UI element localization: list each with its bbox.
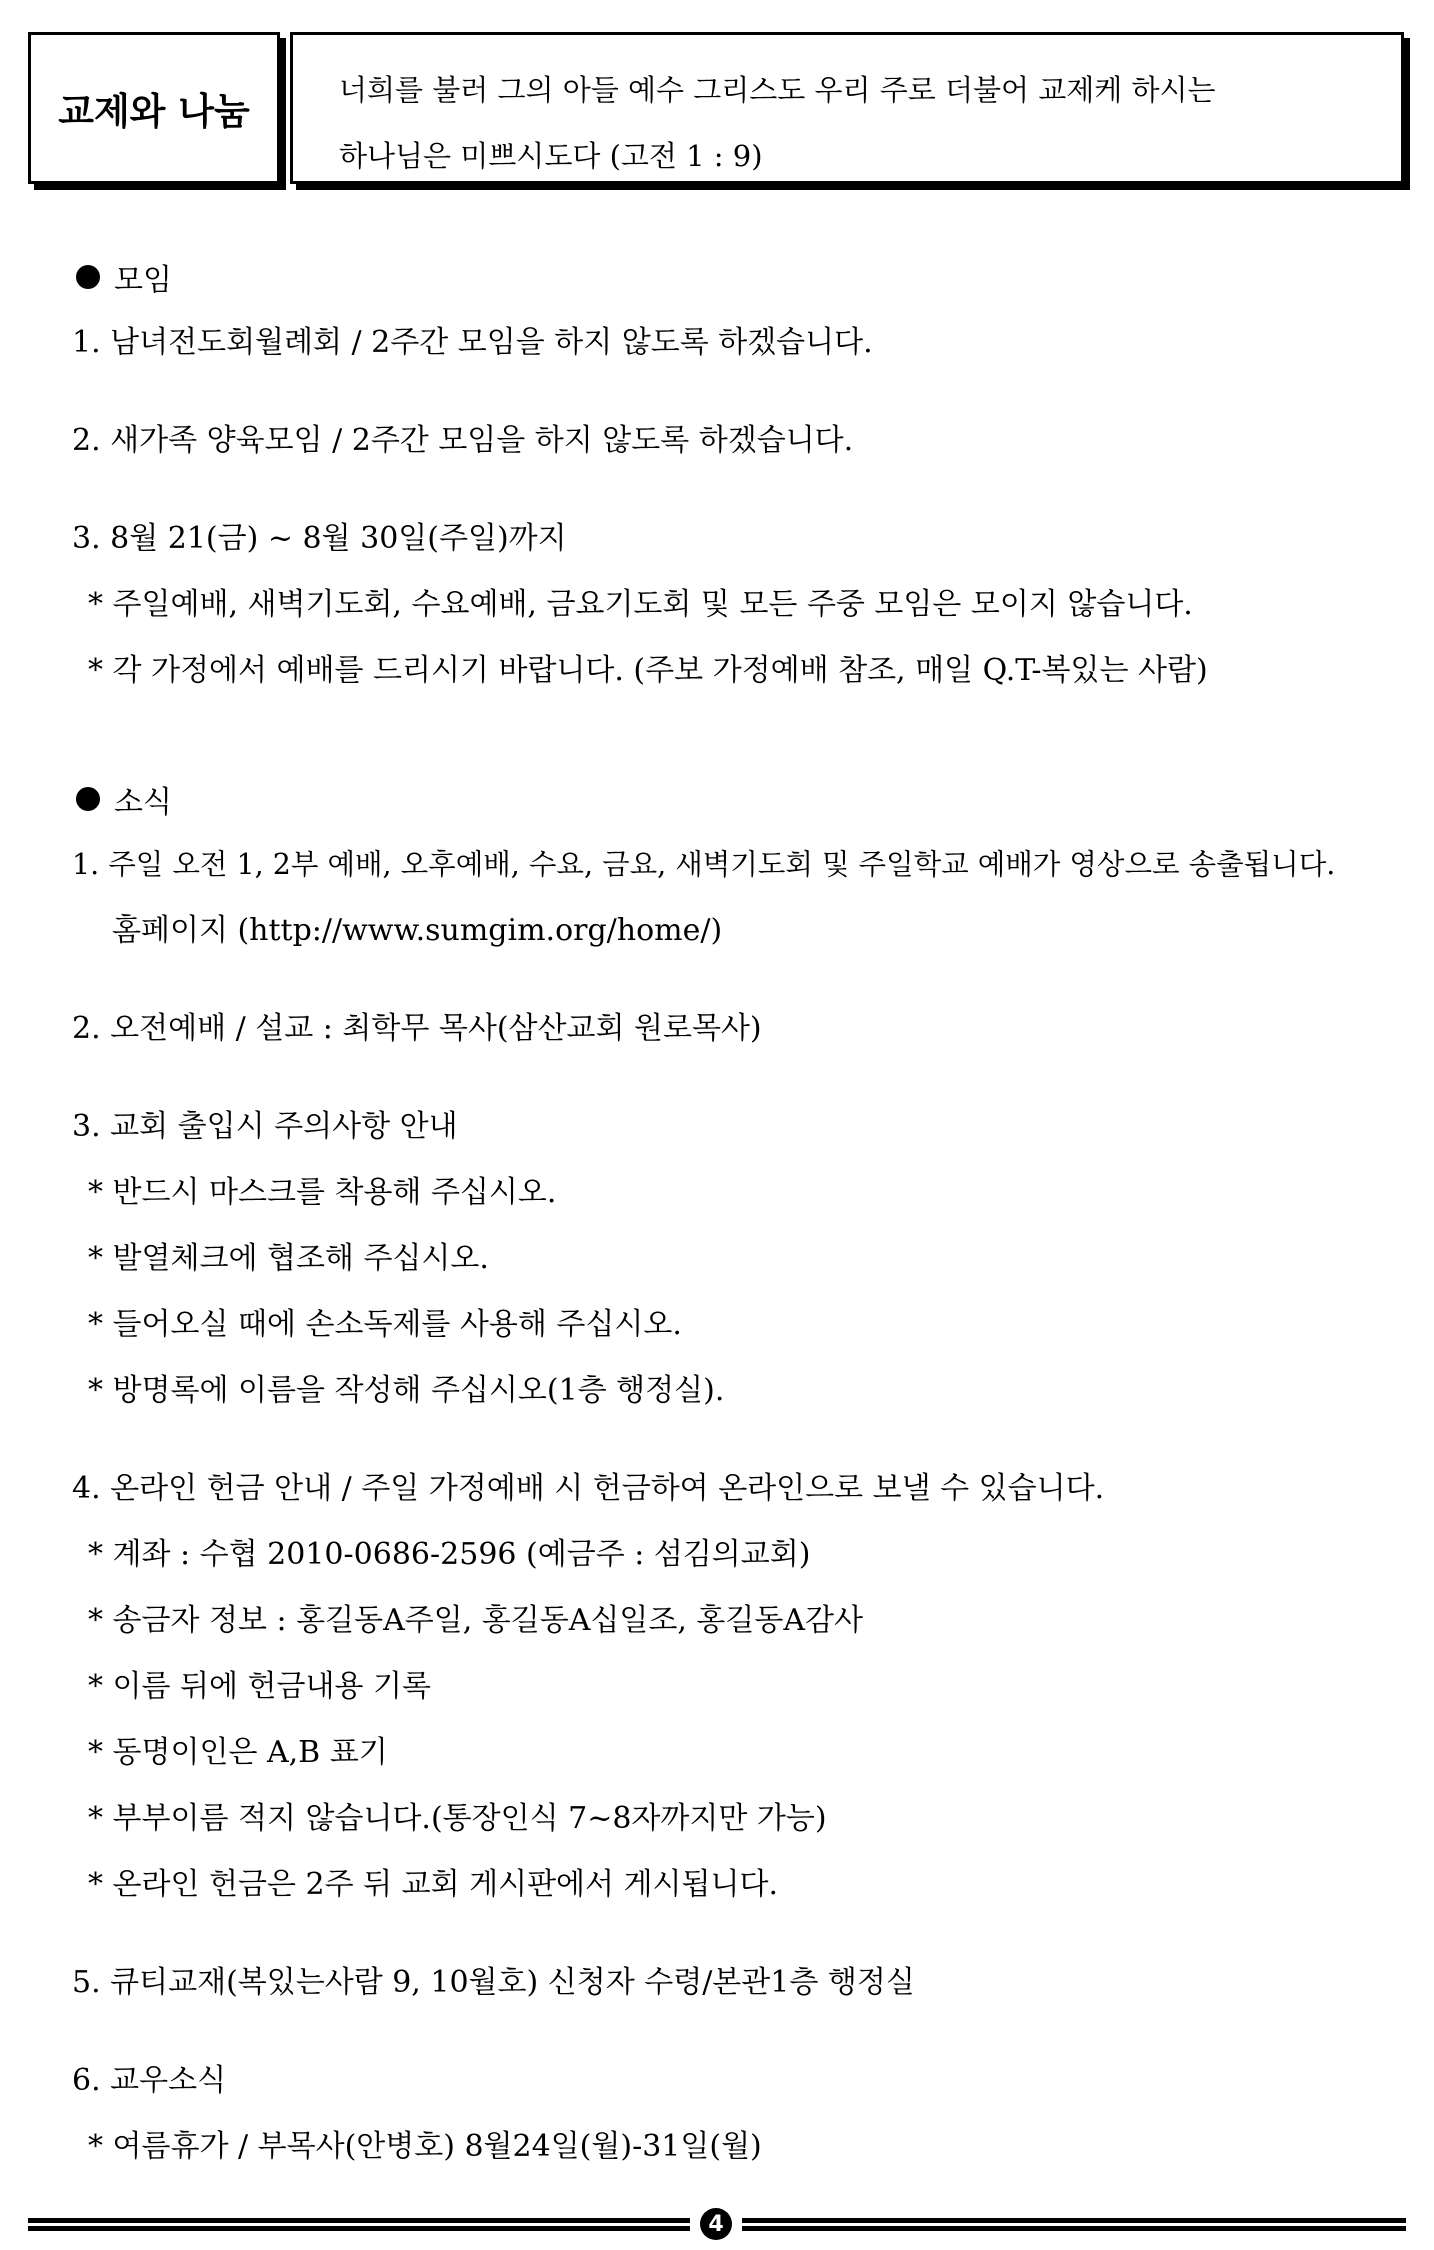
bullet-icon	[76, 787, 100, 811]
announcements-body	[72, 244, 1402, 2180]
section-title: 교제와 나눔	[58, 90, 250, 133]
list-item: 6. 교우소식	[72, 2063, 227, 2098]
list-note: * 송금자 정보 : 홍길동A주일, 홍길동A십일조, 홍길동A감사	[88, 1603, 863, 1638]
list-item: 3. 8월 21(금) ~ 8월 30일(주일)까지	[72, 521, 567, 556]
list-note: * 이름 뒤에 헌금내용 기록	[88, 1669, 431, 1704]
page-number: 4	[700, 2208, 732, 2240]
bullet-icon	[76, 265, 100, 289]
verse-line: 하나님은 미쁘시도다 (고전 1 : 9)	[339, 139, 763, 173]
list-note: * 들어오실 때에 손소독제를 사용해 주십시오.	[88, 1307, 682, 1342]
news-heading	[72, 766, 1402, 832]
list-item: 1. 주일 오전 1, 2부 예배, 오후예배, 수요, 금요, 새벽기도회 및 주일학교 예배가 영상으로 송출됩니다.	[72, 848, 1336, 881]
list-item: 2. 새가족 양육모임 / 2주간 모임을 하지 않도록 하겠습니다.	[72, 423, 854, 458]
news-title: 소식	[114, 785, 172, 820]
list-item: 2. 오전예배 / 설교 : 최학무 목사(삼산교회 원로목사)	[72, 1011, 762, 1046]
bible-verse-box	[290, 32, 1404, 184]
list-note: * 여름휴가 / 부목사(안병호) 8월24일(월)-31일(월)	[88, 2129, 762, 2164]
bible-verse	[339, 57, 1381, 189]
verse-line: 너희를 불러 그의 아들 예수 그리스도 우리 주로 더불어 교제케 하시는	[339, 73, 1216, 107]
list-item: 3. 교회 출입시 주의사항 안내	[72, 1109, 458, 1144]
list-item: 5. 큐티교재(복있는사람 9, 10월호) 신청자 수령/본관1층 행정실	[72, 1965, 915, 2000]
section-label-box	[28, 32, 280, 184]
homepage-link[interactable]: 홈페이지 (http://www.sumgim.org/home/)	[112, 913, 723, 948]
footer-divider-left	[28, 2218, 690, 2231]
list-note: * 발열체크에 협조해 주십시오.	[88, 1241, 489, 1276]
list-note: * 반드시 마스크를 착용해 주십시오.	[88, 1175, 557, 1210]
footer-divider-right	[742, 2218, 1406, 2231]
list-note: * 부부이름 적지 않습니다.(통장인식 7~8자까지만 가능)	[88, 1801, 827, 1836]
gathering-heading	[72, 244, 1402, 310]
gathering-title: 모임	[114, 263, 172, 298]
list-note: * 동명이인은 A,B 표기	[88, 1735, 388, 1770]
list-note: * 주일예배, 새벽기도회, 수요예배, 금요기도회 및 모든 주중 모임은 모이지 않습니다.	[88, 587, 1193, 622]
list-note: * 계좌 : 수협 2010-0686-2596 (예금주 : 섬김의교회)	[88, 1537, 811, 1572]
list-item: 4. 온라인 헌금 안내 / 주일 가정예배 시 헌금하여 온라인으로 보낼 수 있습니다.	[72, 1471, 1105, 1506]
list-note: * 방명록에 이름을 작성해 주십시오(1층 행정실).	[88, 1373, 725, 1408]
list-item: 1. 남녀전도회월례회 / 2주간 모임을 하지 않도록 하겠습니다.	[72, 325, 873, 360]
list-note: * 각 가정에서 예배를 드리시기 바랍니다. (주보 가정예배 참조, 매일 Q.T-복있는 사람)	[88, 653, 1208, 688]
list-note: * 온라인 헌금은 2주 뒤 교회 게시판에서 게시됩니다.	[88, 1867, 778, 1902]
